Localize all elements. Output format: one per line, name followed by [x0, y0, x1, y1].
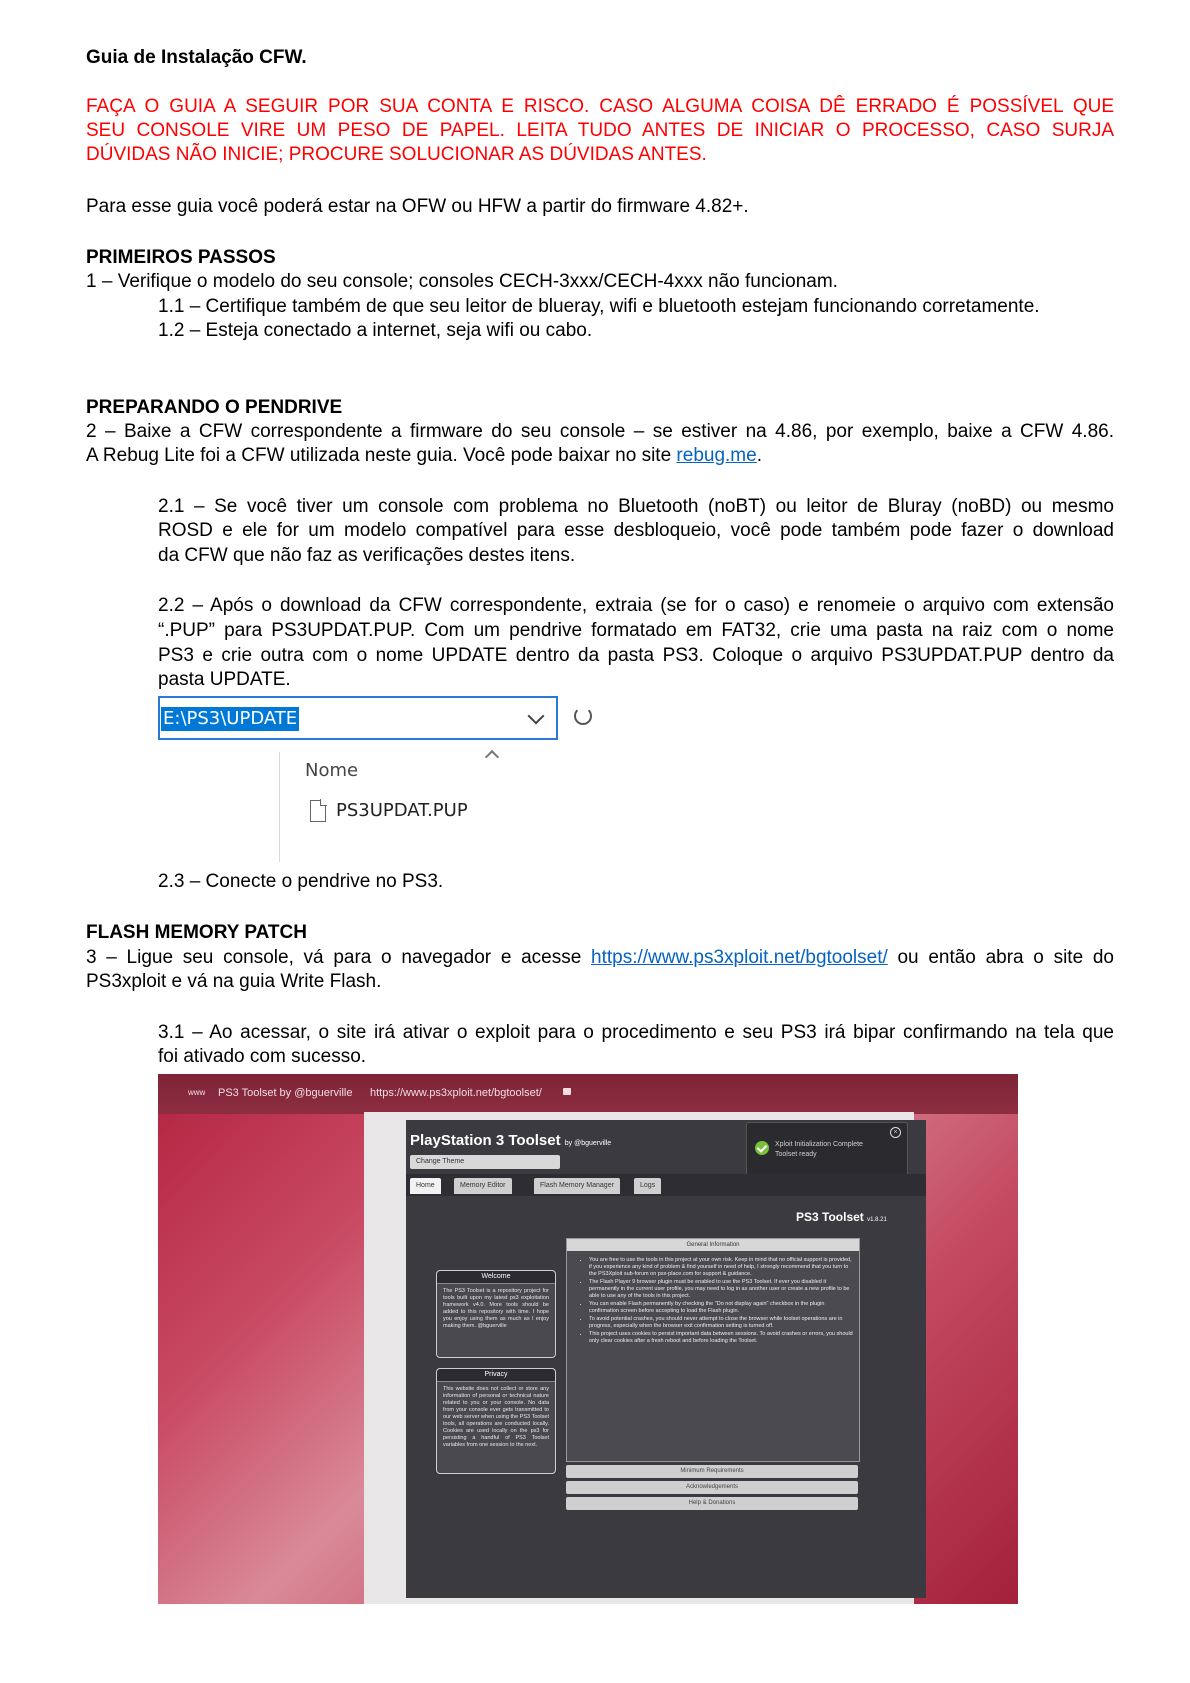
step-2-line-1: 2 – Baixe a CFW correspondente a firmware do seu console – se estiver na 4.86, por exemplo, baixe a CFW 4.86.: [86, 421, 1114, 442]
lock-icon: [563, 1088, 571, 1095]
browser-title: PS3 Toolset by @bguerville: [218, 1087, 353, 1099]
browser-bar: [158, 1074, 1018, 1114]
warning-line-3: DÚVIDAS NÃO INICIE; PROCURE SOLUCIONAR AS DÚVIDAS ANTES.: [86, 144, 707, 165]
file-name[interactable]: PS3UPDAT.PUP: [336, 800, 468, 821]
step-1-1: 1.1 – Certifique também de que seu leitor de blueray, wifi e bluetooth estejam funcionando corretamente.: [158, 296, 1040, 317]
close-icon[interactable]: ×: [890, 1127, 901, 1138]
page-title: Guia de Instalação CFW.: [86, 47, 307, 68]
tab-home[interactable]: Home: [410, 1178, 441, 1194]
step-2-1-line-1: 2.1 – Se você tiver um console com problema no Bluetooth (noBT) ou leitor de Bluray (noBD) ou mesmo: [158, 496, 1114, 517]
welcome-title: Welcome: [437, 1271, 555, 1284]
step-1-2: 1.2 – Esteja conectado a internet, seja wifi ou cabo.: [158, 320, 593, 341]
step-3-line-1: [86, 946, 1114, 970]
step-3-1-line-1: 3.1 – Ao acessar, o site irá ativar o exploit para o procedimento e seu PS3 irá bipar confirmando na tela que: [158, 1022, 1114, 1043]
step-3-line-2: PS3xploit e vá na guia Write Flash.: [86, 971, 382, 992]
toast-line-1: Xploit Initialization Complete: [775, 1141, 863, 1148]
tab-logs[interactable]: Logs: [634, 1178, 661, 1194]
address-bar[interactable]: [158, 696, 558, 740]
step-2-2-line-1: 2.2 – Após o download da CFW correspondente, extraia (se for o caso) e renomeie o arquivo com extensão: [158, 595, 1114, 616]
app-by: by @bguerville: [564, 1140, 612, 1147]
step-1: 1 – Verifique o modelo do seu console; consoles CECH-3xxx/CECH-4xxx não funcionam.: [86, 271, 838, 292]
www-icon: www: [188, 1088, 206, 1097]
step-2-1-line-2: ROSD e ele for um modelo compatível para esse desbloqueio, você pode também pode fazer o download: [158, 520, 1114, 541]
browser-url: https://www.ps3xploit.net/bgtoolset/: [370, 1087, 542, 1099]
tab-bar: [406, 1174, 926, 1196]
init-toast: [746, 1122, 908, 1180]
tab-flash-memory-manager[interactable]: Flash Memory Manager: [534, 1178, 620, 1194]
general-item: • To avoid potential crashes, you should never attempt to close the browser while toolset operations are in progress, especially when the browser exit confirmation setting is turned off.: [589, 1316, 855, 1330]
privacy-box: [436, 1368, 556, 1474]
step-2-1-line-3: da CFW que não faz as verificações destes itens.: [158, 545, 576, 566]
general-item: • This project uses cookies to persist important data between sessions. To avoid crashes or errors, you should only clear cookies after a fresh reboot and before loading the Toolset.: [589, 1331, 855, 1345]
column-header-name[interactable]: Nome: [305, 760, 359, 781]
step-2-line-2: [86, 444, 1114, 468]
step-2-period: .: [756, 445, 762, 466]
column-divider: [279, 752, 280, 862]
section-heading-preparando-pendrive: PREPARANDO O PENDRIVE: [86, 397, 343, 418]
general-information-list: [589, 1257, 855, 1345]
step-2-2-line-4: pasta UPDATE.: [158, 669, 291, 690]
toast-line-2: Toolset ready: [775, 1151, 817, 1158]
general-information-title[interactable]: General Information: [567, 1239, 859, 1251]
privacy-title: Privacy: [437, 1369, 555, 1382]
general-item: • The Flash Player 9 browser plugin must be enabled to use the PS3 Toolset. If ever you disabled it permanently in the current user profile, you may need to log in as another user or create a new profile to be able to use any of the tools in this project.: [589, 1279, 855, 1300]
privacy-body: This website does not collect or store any information of personal or technical nature related to you or your console. No data from your console ever gets transmitted to our web server when using the PS3 Toolset tools, all operations are conducted locally. Cookies are used locally on the ps3 for persisting a handful of PS3 Toolset variables from one session to the next.: [443, 1386, 549, 1448]
warning-line-2: SEU CONSOLE VIRE UM PESO DE PAPEL. LEITA TUDO ANTES DE INICIAR O PROCESSO, CASO SURJA: [86, 120, 1114, 141]
toolset-panel: [406, 1120, 926, 1598]
rebug-link[interactable]: rebug.me: [676, 445, 757, 466]
app-title-text: PlayStation 3 Toolset: [410, 1132, 561, 1149]
file-icon: [310, 800, 326, 822]
toolset-title: [796, 1210, 887, 1224]
ps3-toolset-screenshot: [158, 1074, 1018, 1604]
check-icon: [755, 1141, 769, 1155]
tab-memory-editor[interactable]: Memory Editor: [454, 1178, 512, 1194]
general-information-box: [566, 1238, 860, 1462]
toolset-title-text: PS3 Toolset: [796, 1210, 864, 1224]
sort-up-icon: [485, 750, 499, 764]
step-3-text-post: ou então abra o site do: [887, 947, 1114, 968]
toolset-version: v1.8.21: [867, 1217, 887, 1223]
section-heading-flash-memory-patch: FLASH MEMORY PATCH: [86, 922, 307, 943]
welcome-body: The PS3 Toolset is a repository project for tools built upon my latest ps3 exploitation framework v4.0. More tools should be added to this repository with time. I hope you enjoy using them as much as I enjoy making them. @bguerville: [443, 1288, 549, 1329]
step-3-text: 3 – Ligue seu console, vá para o navegador e acesse: [86, 947, 591, 968]
general-item: • You are free to use the tools in this project at your own risk. Keep in mind that no official support is provided, if you experience any kind of problem & find yourself in need of help, I strongly recommend that you turn to the PS3Xploit sub-forum on psx-place.com for support & guidance.: [589, 1257, 855, 1278]
chevron-down-icon[interactable]: [528, 708, 545, 725]
help-donations-accordion[interactable]: Help & Donations: [566, 1497, 858, 1510]
section-heading-primeiros-passos: PRIMEIROS PASSOS: [86, 247, 276, 268]
step-2-3: 2.3 – Conecte o pendrive no PS3.: [158, 871, 444, 892]
warning-line-1: FAÇA O GUIA A SEGUIR POR SUA CONTA E RISCO. CASO ALGUMA COISA DÊ ERRADO É POSSÍVEL QUE: [86, 96, 1114, 117]
acknowledgements-accordion[interactable]: Acknowledgements: [566, 1481, 858, 1494]
address-path[interactable]: E:\PS3\UPDATE: [163, 708, 298, 729]
welcome-box: [436, 1270, 556, 1358]
step-3-1-line-2: foi ativado com sucesso.: [158, 1046, 367, 1067]
app-title: [410, 1132, 611, 1149]
change-theme-button[interactable]: Change Theme: [410, 1155, 560, 1169]
ps3xploit-link[interactable]: https://www.ps3xploit.net/bgtoolset/: [591, 947, 888, 968]
step-2-2-line-2: “.PUP” para PS3UPDAT.PUP. Com um pendrive formatado em FAT32, crie uma pasta na raiz com o nome: [158, 620, 1114, 641]
general-item: • You can enable Flash permanently by checking the "Do not display again" checkbox in the plugin confirmation screen before accepting to load the Flash plugin.: [589, 1301, 855, 1315]
step-2-text: A Rebug Lite foi a CFW utilizada neste guia. Você pode baixar no site: [86, 445, 677, 466]
minimum-requirements-accordion[interactable]: Minimum Requirements: [566, 1465, 858, 1478]
refresh-icon[interactable]: [574, 707, 592, 725]
step-2-2-line-3: PS3 e crie outra com o nome UPDATE dentro da pasta PS3. Coloque o arquivo PS3UPDAT.PUP dentro da: [158, 645, 1114, 666]
intro-text: Para esse guia você poderá estar na OFW ou HFW a partir do firmware 4.82+.: [86, 196, 749, 217]
